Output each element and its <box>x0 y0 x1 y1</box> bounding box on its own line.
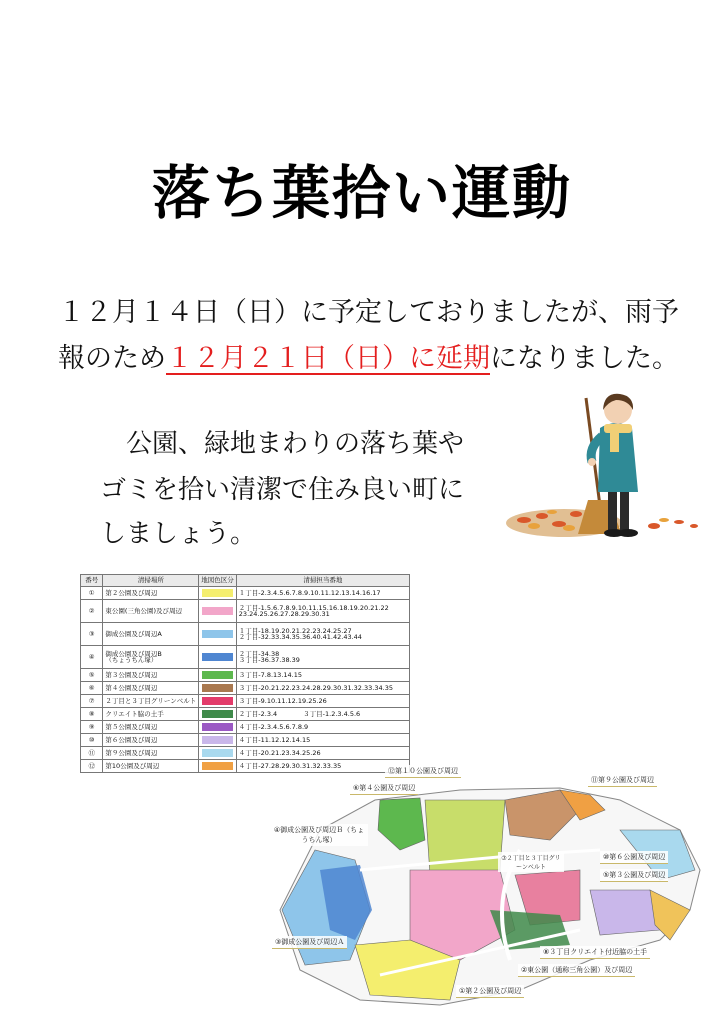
map-color-swatch <box>202 684 233 692</box>
map-label-park-3: ⑤第３公園及び周辺 <box>600 869 668 882</box>
row-place: 第３公園及び周辺 <box>103 669 199 682</box>
row-color-cell <box>199 587 237 600</box>
row-color-cell <box>199 646 237 669</box>
row-place: 東公園(三角公園)及び周辺 <box>103 600 199 623</box>
row-place: 御成公園及び周辺A <box>103 623 199 646</box>
row-color-cell <box>199 695 237 708</box>
map-color-swatch <box>202 671 233 679</box>
row-number: ③ <box>81 623 103 646</box>
map-color-swatch <box>202 653 233 661</box>
map-label-park-4: ⑥第４公園及び周辺 <box>350 782 418 795</box>
row-areas: １丁目-2.3.4.5.6.7.8.9.10.11.12.13.14.16.17 <box>236 587 409 600</box>
table-row <box>81 747 410 760</box>
header-areas: 清掃担当番地 <box>236 575 409 587</box>
row-color-cell <box>199 682 237 695</box>
row-number: ⑦ <box>81 695 103 708</box>
row-number: ⑤ <box>81 669 103 682</box>
row-areas: ３丁目-9.10.11.12.19.25.26 <box>236 695 409 708</box>
row-place: 第４公園及び周辺 <box>103 682 199 695</box>
row-place: クリエイト脇の土手 <box>103 708 199 721</box>
person-sweeping-leaves-icon <box>504 388 704 548</box>
map-label-create-bank: ⑧３丁目クリエイト付近脇の土手 <box>540 946 650 959</box>
map-label-park-10: ⑫第１０公園及び周辺 <box>385 765 461 778</box>
row-areas: ３丁目-20.21.22.23.24.28.29.30.31.32.33.34.35 <box>236 682 409 695</box>
map-color-swatch <box>202 697 233 705</box>
row-place: ２丁目と３丁目グリーンベルト <box>103 695 199 708</box>
header-map-color: 地図色区分 <box>199 575 237 587</box>
cleaning-area-table <box>80 574 410 773</box>
table-row <box>81 734 410 747</box>
row-number: ① <box>81 587 103 600</box>
body-line-1: 公園、緑地まわりの落ち葉や <box>126 429 465 459</box>
notice-line-1: １２月１４日（日）に予定しておりましたが、雨予 <box>58 297 679 328</box>
table-row <box>81 695 410 708</box>
row-areas: ２丁目-34.38 ３丁目-36.37.38.39 <box>236 646 409 669</box>
row-color-cell <box>199 747 237 760</box>
map-color-swatch <box>202 607 233 615</box>
row-number: ⑩ <box>81 734 103 747</box>
row-number: ⑫ <box>81 760 103 773</box>
map-label-onari-a: ③御成公園及び周辺Ａ <box>272 936 347 949</box>
row-areas: ４丁目-11.12.12.14.15 <box>236 734 409 747</box>
row-number: ④ <box>81 646 103 669</box>
page-title: 落ち葉拾い運動 <box>151 159 572 227</box>
notice-line-2-prefix: 報のため <box>58 343 166 374</box>
row-place: 第５公園及び周辺 <box>103 721 199 734</box>
table-row <box>81 721 410 734</box>
table-row <box>81 669 410 682</box>
table-row <box>81 682 410 695</box>
body-line-3: しましょう。 <box>100 519 257 549</box>
table-row <box>81 623 410 646</box>
row-areas: ２丁目-1.5.6.7.8.9.10.11.15.16.18.19.20.21.22 23.24.25.26.27.28.29.30.31 <box>236 600 409 623</box>
row-place: 第６公園及び周辺 <box>103 734 199 747</box>
row-areas: ４丁目-20.21.23.34.25.26 <box>236 747 409 760</box>
row-place: 第10公園及び周辺 <box>103 760 199 773</box>
row-color-cell <box>199 760 237 773</box>
table-body <box>81 587 410 773</box>
row-color-cell <box>199 669 237 682</box>
row-place: 第２公園及び周辺 <box>103 587 199 600</box>
header-place: 清掃場所 <box>103 575 199 587</box>
row-place: 第９公園及び周辺 <box>103 747 199 760</box>
map-color-swatch <box>202 736 233 744</box>
row-areas: ４丁目-2.3.4.5.6.7.8.9 <box>236 721 409 734</box>
map-color-swatch <box>202 749 233 757</box>
notice-line-2 <box>58 336 678 375</box>
postponed-date: １２月２１日（日）に延期 <box>166 343 490 374</box>
row-color-cell <box>199 721 237 734</box>
row-place: 御成公園及び周辺B （ちょうちん塚） <box>103 646 199 669</box>
row-number: ⑧ <box>81 708 103 721</box>
row-color-cell <box>199 623 237 646</box>
map-label-east-park: ②東公園（通称三角公園）及び周辺 <box>518 964 635 977</box>
row-color-cell <box>199 734 237 747</box>
map-label-park-6: ⑩第６公園及び周辺 <box>600 851 668 864</box>
table-row <box>81 708 410 721</box>
map-color-swatch <box>202 589 233 597</box>
map-color-swatch <box>202 630 233 638</box>
row-areas: １丁目-18.19.20.21.22.23.24.25.27 ２丁目-32.33.34.35.36.40.41.42.43.44 <box>236 623 409 646</box>
row-number: ⑪ <box>81 747 103 760</box>
map-color-swatch <box>202 723 233 731</box>
table-row <box>81 587 410 600</box>
map-label-onari-b: ④御成公園及び周辺Ｂ（ちょうちん塚） <box>270 824 368 846</box>
row-number: ⑥ <box>81 682 103 695</box>
row-areas: ３丁目-7.8.13.14.15 <box>236 669 409 682</box>
table-row <box>81 646 410 669</box>
table-header-row <box>81 575 410 587</box>
map-label-park-2: ①第２公園及び周辺 <box>456 985 524 998</box>
row-color-cell <box>199 708 237 721</box>
body-line-2: ゴミを拾い清潔で住み良い町に <box>100 475 465 505</box>
row-number: ⑨ <box>81 721 103 734</box>
map-label-park-9: ⑪第９公園及び周辺 <box>588 774 657 787</box>
map-color-swatch <box>202 762 233 770</box>
map-label-greenbelt: ⑦２丁目と３丁目グリーンベルト <box>498 852 564 872</box>
row-number: ② <box>81 600 103 623</box>
header-number: 番号 <box>81 575 103 587</box>
map-color-swatch <box>202 710 233 718</box>
district-map <box>260 760 710 1022</box>
row-color-cell <box>199 600 237 623</box>
row-areas: ２丁目-2.3.4 ３丁目-1.2.3.4.5.6 <box>236 708 409 721</box>
notice-line-2-suffix: になりました。 <box>490 343 679 374</box>
table-row <box>81 600 410 623</box>
row-areas: ４丁目-27.28.29.30.31.32.33.35 <box>236 760 409 773</box>
